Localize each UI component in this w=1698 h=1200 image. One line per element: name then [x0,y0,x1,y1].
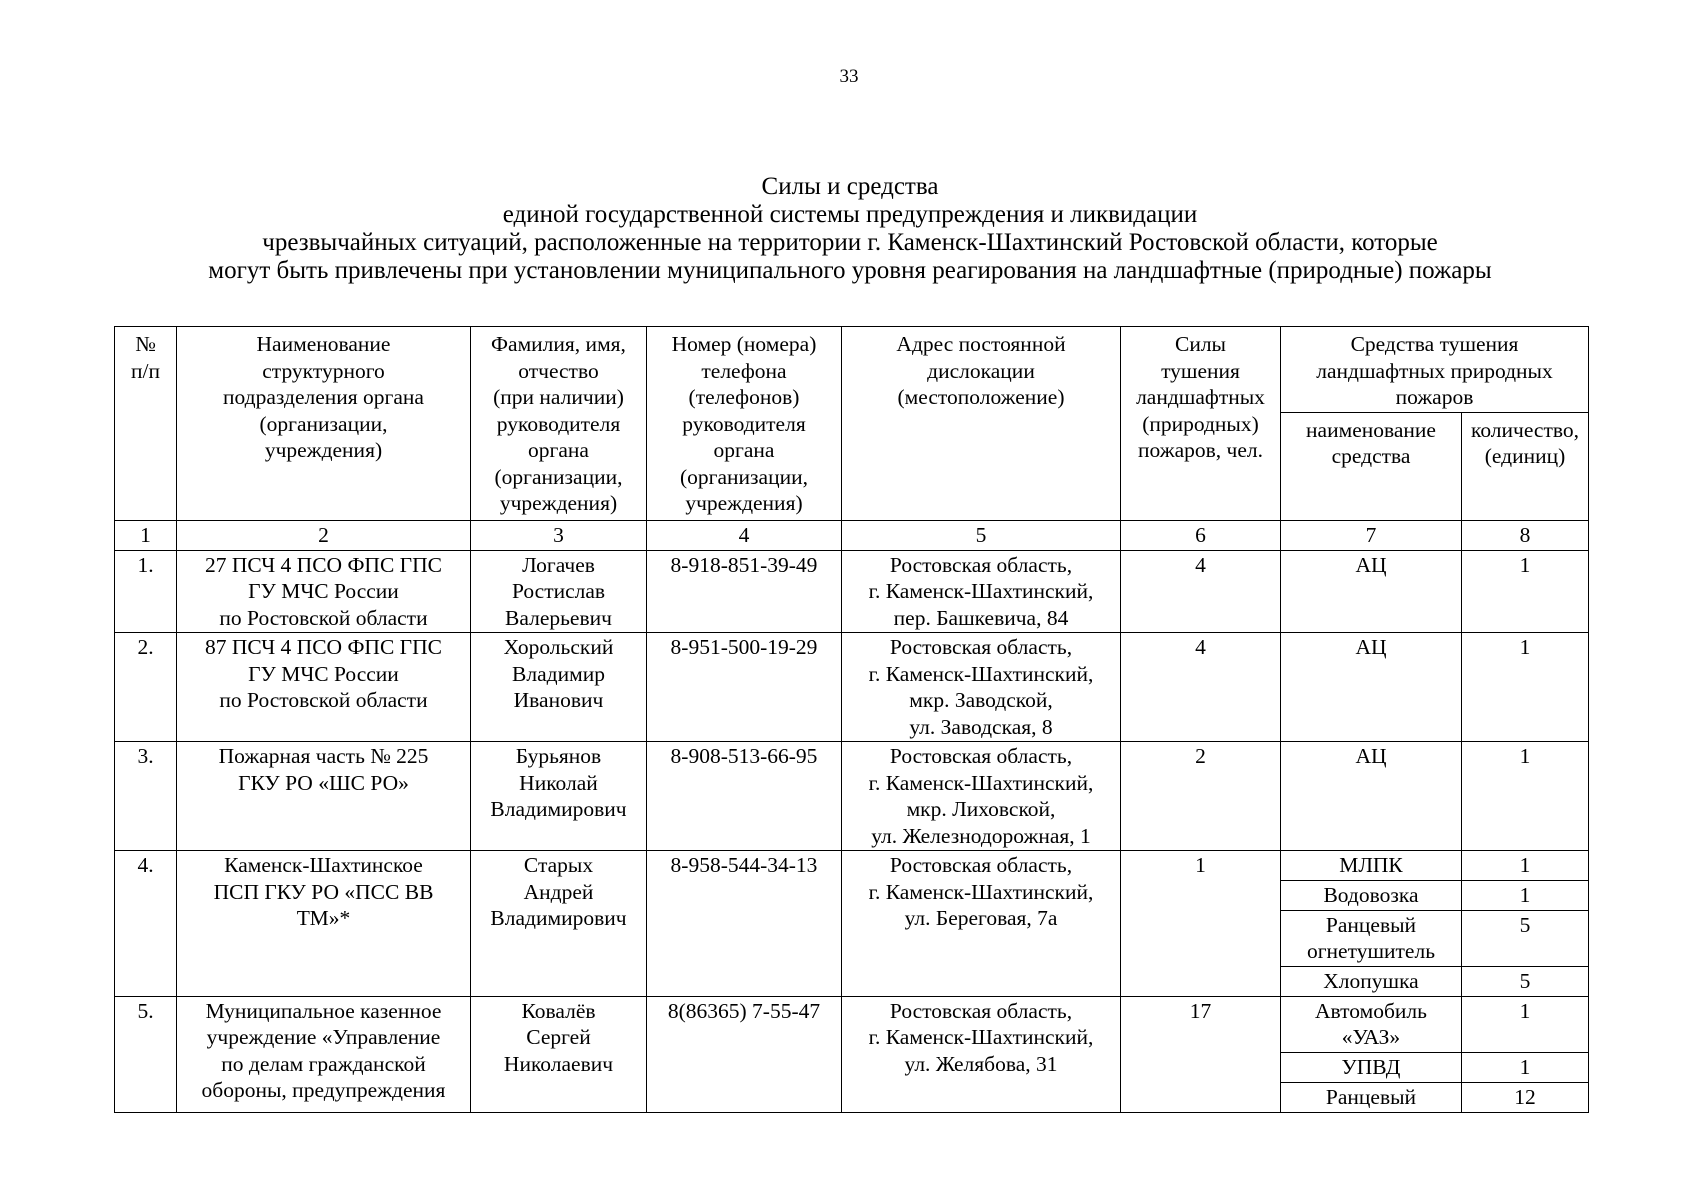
header-text-line: Средства тушения [1350,332,1519,356]
header-cell [842,327,1121,521]
head-name-cell [471,742,647,851]
header-text-line: руководителя [682,411,806,436]
address-cell-line: Ростовская область, [889,853,1073,877]
means-name-cell-line: АЦ [1355,552,1387,577]
header-text-line: (единиц) [1484,444,1566,468]
unit-name-cell-line: ГУ МЧС России [248,579,399,603]
column-number-cell: 5 [842,520,1121,550]
unit-name-cell-line: по Ростовской области [219,688,428,712]
unit-name-cell [177,633,471,742]
address-cell-line: мкр. Заводской, [909,688,1053,712]
address-cell-line: Ростовская область, [889,635,1073,659]
table-body [115,520,1589,1112]
head-name-cell-line: Хорольский [503,635,614,659]
header-text-line: учреждения) [264,438,383,462]
column-number-row [115,520,1589,550]
means-name-cell [1281,881,1462,911]
row-number-cell: 4. [115,851,177,997]
means-qty-cell: 5 [1462,910,1589,966]
address-cell-line: ул. Береговая, 7а [904,906,1058,930]
header-cell [471,327,647,521]
title-line: Силы и средства [761,173,939,200]
means-name-cell [1281,910,1462,966]
unit-name-cell-line: по делам гражданской [221,1051,426,1076]
header-text-line: (организации, [680,464,808,489]
means-name-cell-line: Ранцевый [1325,1084,1417,1109]
column-number-cell: 3 [471,520,647,550]
head-name-cell-line: Владимир [512,661,605,686]
means-qty-cell: 1 [1462,881,1589,911]
header-cell [1281,412,1462,520]
head-name-cell-line: Логачев [522,552,595,577]
unit-name-cell-line: обороны, предупреждения [201,1078,446,1102]
document-title [90,173,1610,285]
title-line: могут быть привлечены при установлении муниципального уровня реагирования на ландшафтные (природные) пожары [208,257,1492,284]
means-name-cell [1281,996,1462,1052]
header-text-line: телефона [701,358,787,383]
phone-cell: 8-908-513-66-95 [647,742,842,851]
column-number-cell: 8 [1462,520,1589,550]
unit-name-cell [177,550,471,633]
page-number: 33 [839,66,859,87]
header-text-line: Силы [1174,332,1227,356]
header-cell [647,327,842,521]
table-header [115,327,1589,521]
unit-name-cell-line: Муниципальное казенное [205,998,442,1023]
address-cell-line: г. Каменск-Шахтинский, [868,1025,1094,1049]
head-name-cell-line: Николаевич [503,1051,614,1076]
header-cell [1121,327,1281,521]
head-name-cell-line: Старых [523,853,594,877]
header-text-line: ландшафтных [1136,385,1265,409]
unit-name-cell-line: ПСП ГКУ РО «ПСС ВВ [213,879,434,904]
address-cell-line: Ростовская область, [889,552,1073,577]
unit-name-cell-line: по Ростовской области [219,605,428,630]
means-name-cell-line: МЛПК [1339,853,1403,877]
head-name-cell-line: Сергей [526,1025,591,1049]
phone-cell: 8-958-544-34-13 [647,851,842,997]
header-text-line: № [135,332,156,356]
header-text-line: (при наличии) [493,385,624,409]
header-text-line: пожаров [1395,385,1474,409]
title-line: чрезвычайных ситуаций, расположенные на территории г. Каменск-Шахтинский Ростовской области, которые [262,229,1438,256]
address-cell-line: г. Каменск-Шахтинский, [868,879,1094,904]
header-text-line: наименование [1306,417,1436,442]
means-name-cell [1281,966,1462,996]
header-text-line: количество, [1470,417,1579,442]
address-cell-line: г. Каменск-Шахтинский, [868,661,1094,686]
forces-cell: 4 [1121,633,1281,742]
means-name-cell [1281,550,1462,633]
header-text-line: учреждения) [685,491,803,515]
row-number-cell: 2. [115,633,177,742]
address-cell-line: мкр. Лиховской, [906,797,1056,821]
header-text-line: подразделения органа [223,385,424,409]
head-name-cell [471,550,647,633]
means-qty-cell: 1 [1462,633,1589,742]
header-text-line: Номер (номера) [671,332,817,356]
header-cell [115,327,177,521]
means-name-cell-line: Хлопушка [1323,968,1419,993]
means-qty-cell: 1 [1462,851,1589,881]
header-text-line: (телефонов) [688,385,800,409]
forces-cell: 2 [1121,742,1281,851]
header-text-line: органа [713,438,775,462]
means-name-cell-line: АЦ [1355,635,1387,659]
means-qty-cell: 1 [1462,1052,1589,1082]
header-text-line: дислокации [927,358,1035,383]
table-row [115,742,1589,851]
address-cell-line: Ростовская область, [889,744,1073,768]
row-number-cell: 5. [115,996,177,1112]
means-name-cell [1281,1082,1462,1112]
means-name-cell-line: Ранцевый [1325,912,1417,937]
means-name-cell-line: «УАЗ» [1341,1025,1401,1049]
column-number-cell: 6 [1121,520,1281,550]
means-qty-cell: 1 [1462,550,1589,633]
means-name-cell-line: Водовозка [1323,883,1419,907]
phone-cell: 8-918-851-39-49 [647,550,842,633]
means-name-cell [1281,1052,1462,1082]
row-number-cell: 1. [115,550,177,633]
head-name-cell-line: Владимирович [490,906,627,930]
header-text-line: (местоположение) [897,385,1065,409]
means-qty-cell: 12 [1462,1082,1589,1112]
table-row [115,996,1589,1052]
header-text-line: (организации, [259,411,388,436]
phone-cell: 8(86365) 7-55-47 [647,996,842,1112]
table-row [115,633,1589,742]
means-name-cell-line: Автомобиль [1315,998,1427,1023]
header-text-line: отчество [518,358,599,383]
header-text-line: пожаров, чел. [1138,438,1263,462]
address-cell [842,851,1121,997]
unit-name-cell-line: Пожарная часть № 225 [218,744,429,768]
header-text-line: Фамилия, имя, [491,332,626,356]
header-text-line: структурного [262,358,385,383]
head-name-cell-line: Валерьевич [505,605,612,630]
address-cell-line: Ростовская область, [889,998,1073,1023]
unit-name-cell-line: учреждение «Управление [206,1025,441,1049]
column-number-cell: 7 [1281,520,1462,550]
means-name-cell [1281,742,1462,851]
table-row [115,550,1589,633]
forces-cell: 1 [1121,851,1281,997]
address-cell [842,742,1121,851]
address-cell [842,550,1121,633]
header-group-cell [1281,327,1589,413]
unit-name-cell-line: ГУ МЧС России [248,661,399,686]
means-name-cell-line: АЦ [1355,744,1387,768]
phone-cell: 8-951-500-19-29 [647,633,842,742]
unit-name-cell-line: 87 ПСЧ 4 ПСО ФПС ГПС [205,635,442,659]
unit-name-cell [177,996,471,1112]
head-name-cell-line: Николай [519,770,598,795]
means-qty-cell: 1 [1462,996,1589,1052]
unit-name-cell [177,742,471,851]
head-name-cell [471,851,647,997]
means-name-cell-line: УПВД [1341,1054,1401,1079]
unit-name-cell-line: 27 ПСЧ 4 ПСО ФПС ГПС [205,552,442,577]
head-name-cell [471,633,647,742]
header-text-line: руководителя [496,411,621,436]
head-name-cell-line: Ковалёв [521,998,596,1023]
unit-name-cell-line: Каменск-Шахтинское [224,853,423,877]
address-cell-line: ул. Заводская, 8 [909,714,1053,739]
row-number-cell: 3. [115,742,177,851]
head-name-cell-line: Андрей [523,879,594,904]
address-cell-line: пер. Башкевича, 84 [893,605,1069,630]
head-name-cell-line: Бурьянов [515,744,602,768]
forces-table [114,326,1589,1113]
means-name-cell [1281,851,1462,881]
address-cell [842,996,1121,1112]
unit-name-cell [177,851,471,997]
head-name-cell-line: Иванович [513,688,604,712]
header-text-line: ландшафтных природных [1316,358,1553,383]
unit-name-cell-line: ТМ»* [296,906,351,930]
header-text-line: учреждения) [499,491,618,515]
title-line: единой государственной системы предупреждения и ликвидации [502,201,1198,228]
column-number-cell: 4 [647,520,842,550]
forces-cell: 4 [1121,550,1281,633]
header-text-line: средства [1331,444,1411,468]
header-text-line: (организации, [494,464,623,489]
address-cell [842,633,1121,742]
header-text-line: Наименование [256,332,391,356]
head-name-cell-line: Ростислав [511,579,606,603]
forces-cell: 17 [1121,996,1281,1112]
header-text-line: Адрес постоянной [896,332,1066,356]
column-number-cell: 1 [115,520,177,550]
table-row [115,851,1589,881]
header-text-line: тушения [1161,358,1240,383]
header-text-line: органа [528,438,589,462]
address-cell-line: ул. Железнодорожная, 1 [871,823,1091,848]
address-cell-line: г. Каменск-Шахтинский, [868,579,1094,603]
unit-name-cell-line: ГКУ РО «ШС РО» [238,770,409,795]
means-qty-cell: 1 [1462,742,1589,851]
column-number-cell: 2 [177,520,471,550]
means-qty-cell: 5 [1462,966,1589,996]
address-cell-line: г. Каменск-Шахтинский, [868,770,1094,795]
header-cell [1462,412,1589,520]
header-text-line: (природных) [1142,411,1259,436]
address-cell-line: ул. Желябова, 31 [904,1051,1058,1076]
means-name-cell [1281,633,1462,742]
header-cell [177,327,471,521]
means-name-cell-line: огнетушитель [1306,939,1435,963]
head-name-cell-line: Владимирович [490,797,627,821]
header-text-line: п/п [131,358,160,383]
head-name-cell [471,996,647,1112]
